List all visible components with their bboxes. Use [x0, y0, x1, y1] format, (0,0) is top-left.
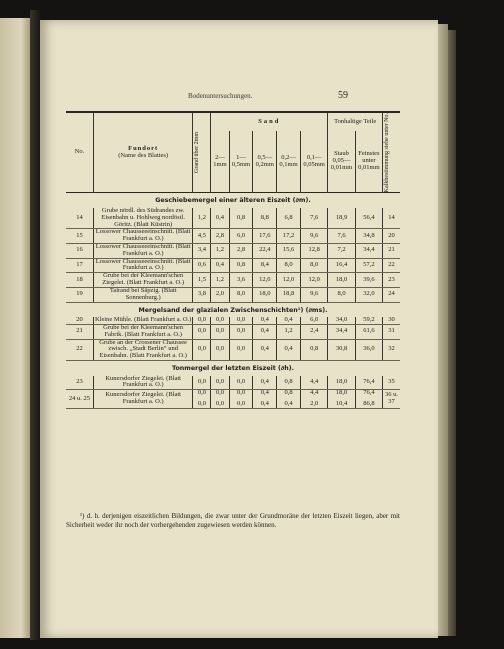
row-value: 0,8 — [300, 339, 327, 360]
row-value: 8,8 — [253, 208, 277, 229]
row-value — [229, 390, 253, 409]
row-kalk-ref: 36 u. 37 — [383, 390, 400, 409]
row-value: 0,6 — [193, 258, 211, 273]
col-staub: Staub 0,05—0,01mm — [328, 131, 355, 193]
row-fundort: Kunersdorfer Ziegelei. (Blatt Frankfurt a. O.) — [93, 376, 193, 390]
row-number: 22 — [66, 339, 93, 360]
table-row — [66, 324, 400, 339]
col-ton: Tonhaltige Teile — [328, 112, 383, 131]
row-value: 0,0 — [211, 324, 229, 339]
row-value: 7,2 — [328, 244, 355, 259]
row-value-a: 0,0 — [236, 389, 246, 397]
row-value-a: 4,4 — [310, 389, 319, 397]
page-stack-shadow — [448, 30, 456, 636]
row-value: 2,8 — [229, 244, 253, 259]
row-value — [211, 390, 229, 409]
col-sand: Sand — [211, 112, 328, 131]
row-value: 1,5 — [193, 273, 211, 288]
row-value-a: 0,8 — [284, 389, 293, 397]
row-kalk-ref: 30 — [383, 317, 400, 324]
row-value: 2,4 — [300, 324, 327, 339]
table-row — [66, 208, 400, 229]
section-2-rows — [66, 317, 400, 360]
row-value: 0,0 — [193, 376, 211, 390]
row-value: 0,8 — [277, 376, 301, 390]
row-value: 7,6 — [328, 229, 355, 244]
row-value: 39,6 — [355, 273, 382, 288]
row-number: 19 — [66, 287, 93, 302]
row-value-b: 0,4 — [284, 400, 293, 408]
row-value: 0,4 — [211, 208, 229, 229]
row-value: 17,6 — [253, 229, 277, 244]
row-number: 15 — [66, 229, 93, 244]
row-value: 0,4 — [277, 339, 301, 360]
row-value: 59,2 — [355, 317, 382, 324]
row-value: 0,0 — [193, 324, 211, 339]
row-fundort: Kleine Mühle. (Blatt Frankfurt a. O.) — [94, 316, 192, 324]
row-number: 14 — [66, 208, 93, 229]
section-title: Tonmergel der letzten Eiszeit (∂h). — [171, 364, 295, 372]
col-fundort-title: Fundort — [128, 144, 159, 152]
row-number: 21 — [66, 324, 93, 339]
row-value: 0,4 — [277, 317, 301, 324]
col-fundort-sub: (Name des Blattes) — [118, 151, 169, 159]
row-value-a: 18,0 — [335, 389, 348, 397]
row-value: 18,0 — [328, 376, 355, 390]
row-value: 12,0 — [300, 273, 327, 288]
row-value-a: 0,4 — [260, 389, 269, 397]
row-value: 57,2 — [355, 258, 382, 273]
table-row — [66, 229, 400, 244]
row-value-b: 0,0 — [215, 400, 225, 408]
row-value — [355, 390, 382, 409]
row-value-b: 0,0 — [236, 400, 246, 408]
row-value: 18,8 — [277, 287, 301, 302]
col-fundort — [93, 112, 193, 193]
row-value: 0,0 — [229, 376, 253, 390]
row-kalk-ref: 35 — [383, 376, 400, 390]
row-value: 8,0 — [277, 258, 301, 273]
row-value: 9,6 — [300, 287, 327, 302]
footnote: ¹) d. h. derjenigen eiszeitlichen Bildungen, die zwar unter der Grundmoräne der letzten Eiszeit liegen, aber mit Sicherheit weder ihr noch der vorhergehenden zugewiesen werden können. — [66, 512, 400, 529]
row-value: 1,2 — [193, 208, 211, 229]
row-value: 0,4 — [253, 324, 277, 339]
row-value: 6,8 — [277, 208, 301, 229]
row-value: 8,0 — [328, 287, 355, 302]
col-kalk: Kalkbestimmung siehe unter No. — [383, 112, 400, 193]
row-number: 20 — [66, 317, 93, 324]
row-value: 0,4 — [211, 258, 229, 273]
row-value: 0,4 — [253, 376, 277, 390]
page-stack-edge — [438, 24, 448, 636]
row-fundort: Grube bei der Kleemann'schen Ziegelei. (Blatt Frankfurt a. O.) — [93, 273, 193, 288]
table-row — [66, 390, 400, 409]
row-kalk-ref: 24 — [383, 287, 400, 302]
row-number: 16 — [66, 244, 93, 259]
col-sand-2: 1—0,5mm — [229, 131, 253, 193]
row-number: 17 — [66, 258, 93, 273]
row-value: 12,0 — [277, 273, 301, 288]
col-grand: Grand über 2mm — [193, 112, 211, 193]
row-value — [253, 390, 277, 409]
row-fundort: Grube an der Crossener Chaussee zwisch. „Stadt Berlin“ und Eisenbahn. (Blatt Frankfurt a. O.) — [93, 339, 193, 360]
row-value: 4,5 — [193, 229, 211, 244]
row-kalk-ref: 23 — [383, 273, 400, 288]
row-number: 24 u. 25 — [66, 390, 93, 409]
running-title: Bodenuntersuchungen. — [188, 92, 253, 100]
row-value — [300, 390, 327, 409]
table-row — [66, 287, 400, 302]
facing-page-edge — [0, 18, 30, 638]
row-value: 34,4 — [328, 324, 355, 339]
row-value: 1,2 — [211, 244, 229, 259]
table-row — [66, 273, 400, 288]
row-kalk-ref: 21 — [383, 244, 400, 259]
row-value: 2,0 — [211, 287, 229, 302]
row-kalk-ref: 20 — [383, 229, 400, 244]
row-value: 56,4 — [355, 208, 382, 229]
row-number: 23 — [66, 376, 93, 390]
section-1 — [66, 193, 400, 208]
row-value: 12,8 — [300, 244, 327, 259]
row-value: 0,0 — [229, 324, 253, 339]
soil-analysis-table — [66, 111, 400, 409]
row-fundort: Lossower Chausseeeinschnitt. (Blatt Frankfurt a. O.) — [93, 258, 193, 273]
section-title: Mergelsand der glazialen Zwischenschichten¹) (∂ms). — [138, 306, 328, 314]
row-value: 1,2 — [211, 273, 229, 288]
row-value: 0,0 — [211, 317, 229, 324]
col-feinstes: Feinstes unter 0,01mm — [355, 131, 382, 193]
col-no: No. — [74, 148, 85, 156]
row-value: 3,6 — [229, 273, 253, 288]
section-title: Geschiebemergel einer älteren Eiszeit (∂m). — [155, 197, 311, 205]
row-value: 0,0 — [211, 339, 229, 360]
row-value — [355, 339, 382, 360]
col-sand-4: 0,2—0,1mm — [277, 131, 301, 193]
row-value: 0,0 — [229, 339, 253, 360]
row-value: 7,6 — [300, 208, 327, 229]
row-value-b: 0,0 — [197, 400, 206, 408]
row-value: 34,8 — [355, 229, 382, 244]
row-value: 3,8 — [193, 287, 211, 302]
row-value: 15,6 — [277, 244, 301, 259]
row-value: 36,0 — [363, 345, 375, 353]
row-value: 1,2 — [277, 324, 301, 339]
table-row — [66, 244, 400, 259]
row-value: 0,0 — [193, 317, 211, 324]
row-fundort: Lossower Chausseeeinschnitt. (Blatt Frankfurt a. O.) — [93, 229, 193, 244]
row-value: 8,0 — [229, 287, 253, 302]
row-value: 4,4 — [300, 376, 327, 390]
col-sand-3: 0,5—0,2mm — [253, 131, 277, 193]
row-kalk-ref: 31 — [383, 324, 400, 339]
row-value-a: 0,0 — [197, 389, 206, 397]
row-value: 0,4 — [253, 339, 277, 360]
row-value — [193, 390, 211, 409]
row-value: 61,6 — [355, 324, 382, 339]
row-value: 76,4 — [355, 376, 382, 390]
row-value: 0,0 — [211, 376, 229, 390]
row-fundort: Lossower Chausseeeinschnitt. (Blatt Frankfurt a. O.) — [93, 244, 193, 259]
row-value-a: 0,0 — [215, 389, 225, 397]
col-sand-1: 2—1mm — [211, 131, 229, 193]
row-value: 0,8 — [229, 208, 253, 229]
row-value: 34,4 — [355, 244, 382, 259]
row-fundort: Grube nördl. des Südrandes zw. Eisenbahn u. Hohlweg nordöstl. Göritz. (Blatt Küstrin) — [93, 208, 193, 229]
table-row — [66, 258, 400, 273]
row-value-b: 2,0 — [310, 400, 319, 408]
row-value: 12,0 — [253, 273, 277, 288]
row-value: 3,4 — [193, 244, 211, 259]
row-value: 18,0 — [253, 287, 277, 302]
row-value: 0,0 — [229, 317, 253, 324]
row-value: 9,6 — [300, 229, 327, 244]
row-value: 6,0 — [229, 229, 253, 244]
row-value: 0,0 — [193, 339, 211, 360]
col-sand-5: 0,1—0,05mm — [300, 131, 327, 193]
row-number: 18 — [66, 273, 93, 288]
row-value — [277, 390, 301, 409]
row-fundort: Grube bei der Kleemann'schen Fabrik. (Blatt Frankfurt a. O.) — [93, 324, 193, 339]
row-fundort: Talrand bei Säpzig. (Blatt Sonnenburg.) — [93, 287, 193, 302]
book-gutter — [30, 10, 40, 640]
row-kalk-ref: 22 — [383, 258, 400, 273]
row-value: 0,8 — [229, 258, 253, 273]
row-value: 18,9 — [328, 208, 355, 229]
row-kalk-ref: 14 — [383, 208, 400, 229]
page-number: 59 — [338, 90, 348, 101]
row-value: 30,8 — [328, 339, 355, 360]
row-value: 6,0 — [300, 317, 327, 324]
row-value-b: 10,4 — [335, 400, 348, 408]
row-value: 2,8 — [211, 229, 229, 244]
row-value-b: 0,4 — [260, 400, 269, 408]
row-value: 16,4 — [328, 258, 355, 273]
row-value: 32,0 — [355, 287, 382, 302]
row-value-b: 86,8 — [363, 400, 375, 408]
row-value: 18,0 — [328, 273, 355, 288]
row-value: 17,2 — [277, 229, 301, 244]
row-value: 0,4 — [253, 317, 277, 324]
section-3-rows — [66, 376, 400, 409]
row-value: 8,0 — [300, 258, 327, 273]
section-2 — [66, 302, 400, 317]
row-fundort: Kunersdorfer Ziegelei. (Blatt Frankfurt a. O.) — [93, 390, 193, 409]
row-value: 34,0 — [328, 317, 355, 324]
row-value: 8,4 — [253, 258, 277, 273]
section-1-rows — [66, 208, 400, 302]
section-3 — [66, 360, 400, 375]
row-value — [328, 390, 355, 409]
table-row — [66, 339, 400, 360]
row-value: 22,4 — [253, 244, 277, 259]
row-value-a: 76,4 — [363, 389, 375, 397]
table-row — [66, 376, 400, 390]
row-kalk-ref: 32 — [383, 339, 400, 360]
